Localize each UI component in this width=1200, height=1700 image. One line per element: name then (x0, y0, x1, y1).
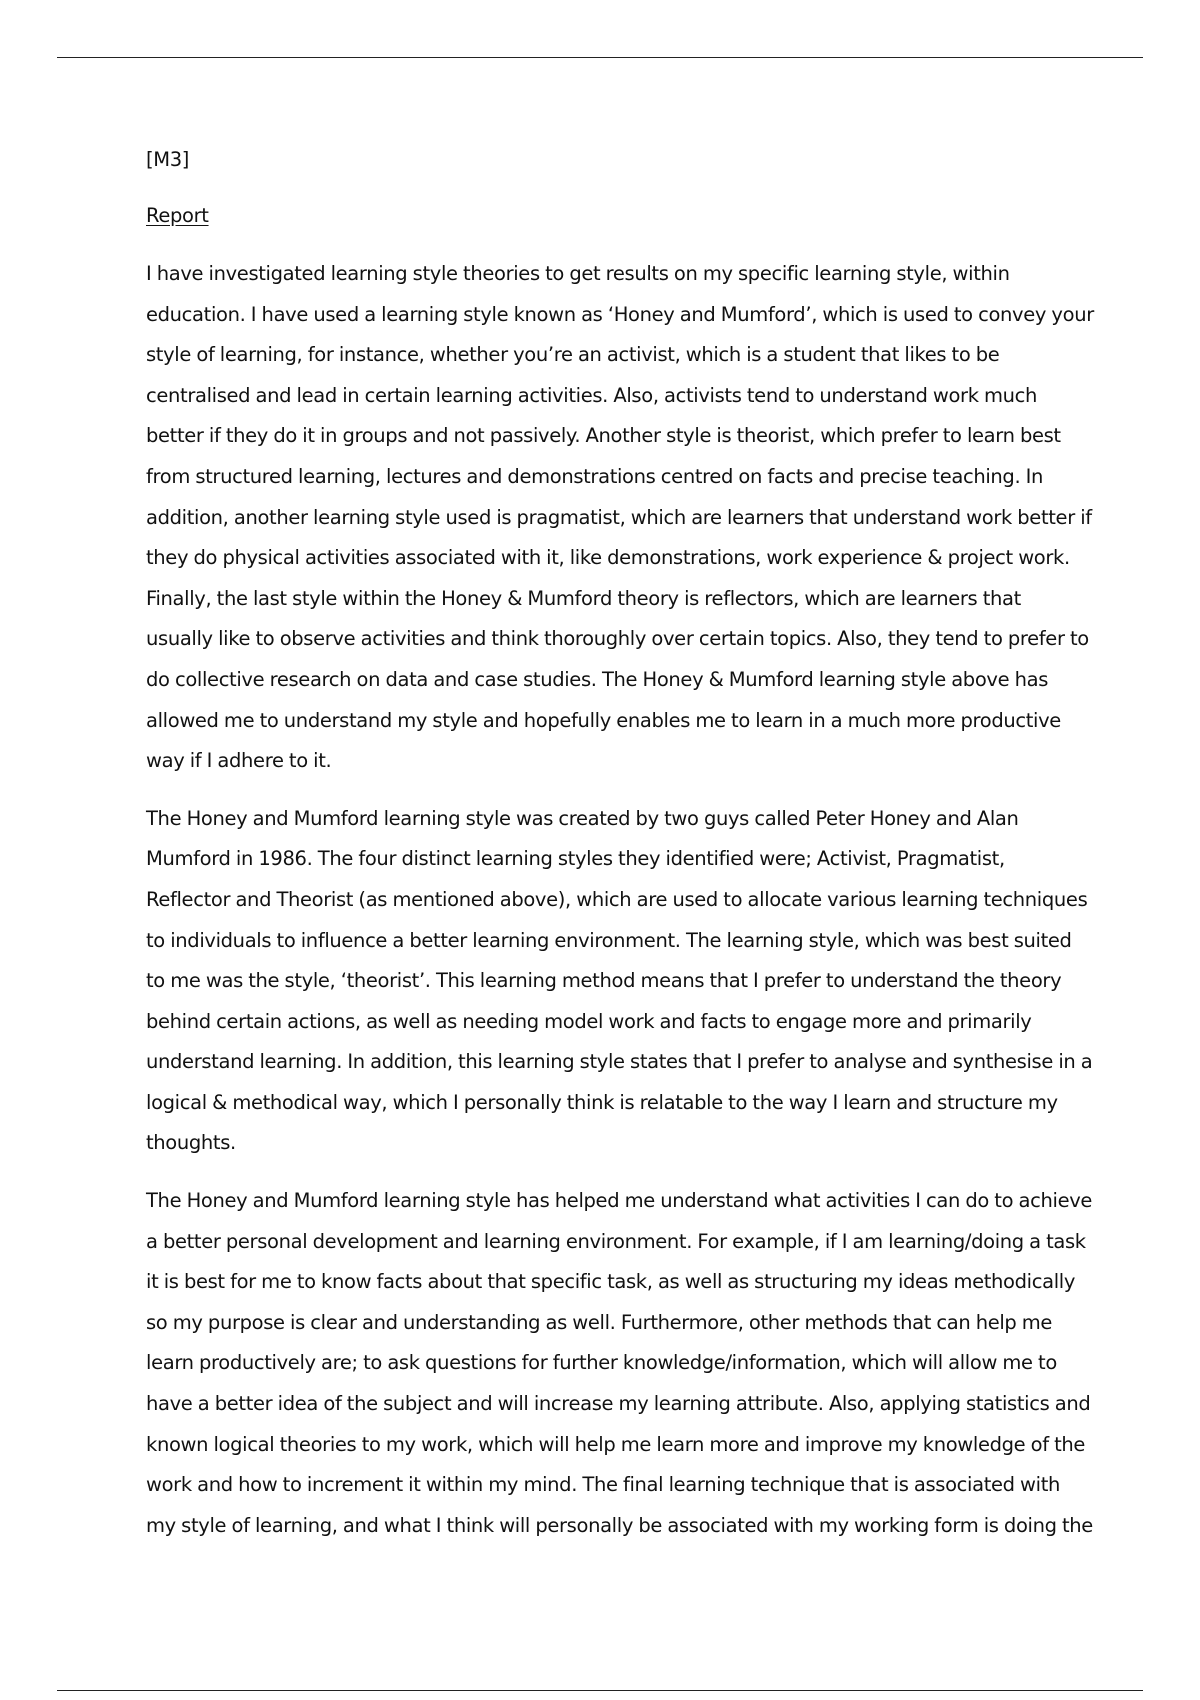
document-body (146, 140, 1094, 1546)
paragraph-2 (146, 799, 1093, 1164)
paragraph-line: better if they do it in groups and not passively. Another style is theorist, which prefer to learn best (146, 424, 1061, 448)
paragraph-line: to me was the style, ‘theorist’. This learning method means that I prefer to understand the theory (146, 969, 1062, 993)
paragraph-line: logical & methodical way, which I personally think is relatable to the way I learn and structure my (146, 1090, 1058, 1114)
paragraph-line: learn productively are; to ask questions for further knowledge/information, which will allow me to (146, 1351, 1057, 1375)
paragraph-line: have a better idea of the subject and will increase my learning attribute. Also, applying statistics and (146, 1392, 1091, 1416)
paragraph-line: thoughts. (146, 1131, 236, 1155)
paragraph-3 (146, 1181, 1093, 1546)
paragraph-1 (146, 254, 1094, 782)
paragraph-line: from structured learning, lectures and demonstrations centred on facts and precise teaching. In (146, 464, 1044, 488)
page-top-rule (57, 57, 1143, 58)
paragraph-line: style of learning, for instance, whether you’re an activist, which is a student that likes to be (146, 343, 1000, 367)
paragraph-line: they do physical activities associated with it, like demonstrations, work experience & project work. (146, 546, 1070, 570)
paragraph-line: Reflector and Theorist (as mentioned above), which are used to allocate various learning techniques (146, 887, 1088, 911)
paragraph-line: work and how to increment it within my mind. The final learning technique that is associated with (146, 1473, 1061, 1497)
paragraph-line: way if I adhere to it. (146, 749, 332, 773)
paragraph-line: usually like to observe activities and think thoroughly over certain topics. Also, they tend to prefer to (146, 627, 1089, 651)
paragraph-line: a better personal development and learning environment. For example, if I am learning/doing a task (146, 1229, 1086, 1253)
section-code: [M3] (146, 148, 190, 171)
paragraph-line: centralised and lead in certain learning activities. Also, activists tend to understand work much (146, 383, 1038, 407)
paragraph-line: addition, another learning style used is pragmatist, which are learners that understand work better if (146, 505, 1092, 529)
paragraph-line: do collective research on data and case studies. The Honey & Mumford learning style above has (146, 667, 1049, 691)
report-heading: Report (146, 204, 209, 227)
paragraph-line: it is best for me to know facts about that specific task, as well as structuring my ideas methodically (146, 1270, 1076, 1294)
paragraph-line: known logical theories to my work, which will help me learn more and improve my knowledge of the (146, 1432, 1086, 1456)
paragraph-line: Mumford in 1986. The four distinct learning styles they identified were; Activist, Pragmatist, (146, 847, 1005, 871)
paragraph-line: The Honey and Mumford learning style has helped me understand what activities I can do to achieve (146, 1189, 1093, 1213)
paragraph-line: understand learning. In addition, this learning style states that I prefer to analyse and synthesise in a (146, 1050, 1093, 1074)
paragraph-line: education. I have used a learning style known as ‘Honey and Mumford’, which is used to convey your (146, 302, 1094, 326)
paragraph-line: behind certain actions, as well as needing model work and facts to engage more and primarily (146, 1009, 1032, 1033)
paragraph-line: to individuals to influence a better learning environment. The learning style, which was best suited (146, 928, 1072, 952)
page-bottom-rule (57, 1690, 1143, 1691)
paragraph-line: my style of learning, and what I think will personally be associated with my working form is doing the (146, 1513, 1093, 1537)
paragraph-line: The Honey and Mumford learning style was created by two guys called Peter Honey and Alan (146, 806, 1019, 830)
paragraph-spacer (146, 1164, 1066, 1181)
paragraph-line: Finally, the last style within the Honey & Mumford theory is reflectors, which are learners that (146, 586, 1021, 610)
paragraph-line: so my purpose is clear and understanding as well. Furthermore, other methods that can help me (146, 1310, 1053, 1334)
paragraph-line: allowed me to understand my style and hopefully enables me to learn in a much more productive (146, 708, 1061, 732)
paragraph-line: I have investigated learning style theories to get results on my specific learning style, within (146, 262, 1010, 285)
paragraph-spacer (146, 782, 1066, 799)
